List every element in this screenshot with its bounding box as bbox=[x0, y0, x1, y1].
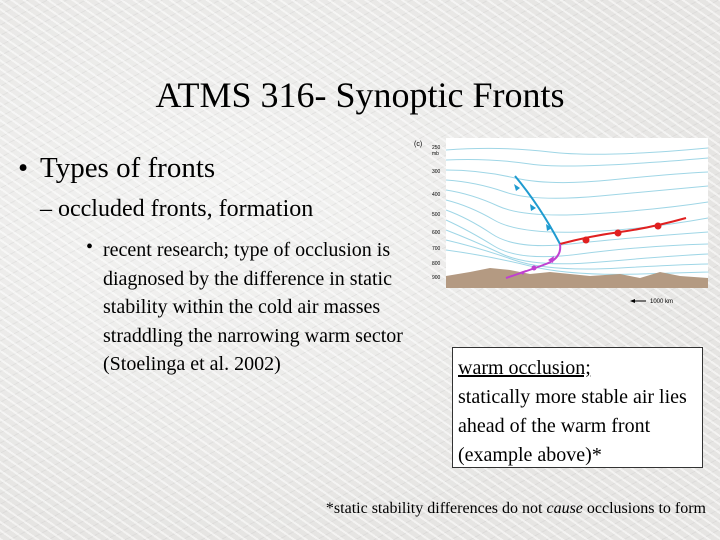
slide-title: ATMS 316- Synoptic Fronts bbox=[155, 75, 565, 115]
pressure-tick-label: 900 bbox=[432, 275, 441, 281]
bullet-text: Types of fronts bbox=[40, 152, 216, 184]
cross-section-diagram bbox=[410, 136, 710, 314]
warm-occlusion-callout bbox=[452, 347, 703, 468]
research-bullet-text: recent research; type of occlusion is diagnosed by the difference in static stability within the cold air masses straddling the narrowing warm sector (Stoelinga et al. 2002) bbox=[103, 239, 403, 375]
pressure-unit: mb bbox=[432, 151, 439, 157]
pressure-tick-label: 700 bbox=[432, 246, 441, 252]
pressure-tick-label: 800 bbox=[432, 261, 441, 267]
cross-section-figure bbox=[410, 136, 710, 314]
occluded-front-marker bbox=[532, 266, 537, 271]
bullet-marker: • bbox=[18, 152, 29, 184]
warm-front-marker bbox=[655, 223, 662, 230]
sub-bullet-occluded-fronts bbox=[40, 196, 313, 223]
top-pressure-label: 250 bbox=[432, 145, 441, 151]
warm-front-marker bbox=[583, 237, 590, 244]
footnote bbox=[326, 500, 706, 518]
scale-bar bbox=[630, 299, 673, 305]
sub-bullet-marker: – bbox=[40, 196, 52, 222]
warm-front-marker bbox=[615, 230, 622, 237]
pressure-tick-label: 600 bbox=[432, 230, 441, 236]
bullet-types-of-fronts bbox=[18, 152, 215, 185]
scale-label: 1000 km bbox=[650, 299, 674, 305]
pressure-tick-label: 500 bbox=[432, 212, 441, 218]
callout-heading: warm occlusion; bbox=[458, 357, 591, 379]
callout-text: statically more stable air lies ahead of the warm front (example above)* bbox=[458, 386, 687, 466]
panel-label: (c) bbox=[414, 141, 423, 148]
footnote-emphasis: cause bbox=[546, 500, 583, 517]
pressure-tick-label: 400 bbox=[432, 192, 441, 198]
sub-bullet-text: occluded fronts, formation bbox=[58, 196, 314, 222]
footnote-text: *static stability differences do not bbox=[325, 500, 547, 517]
bullet-marker: • bbox=[86, 236, 94, 258]
pressure-tick-label: 300 bbox=[432, 169, 441, 175]
footnote-text-end: occlusions to form bbox=[582, 500, 706, 517]
